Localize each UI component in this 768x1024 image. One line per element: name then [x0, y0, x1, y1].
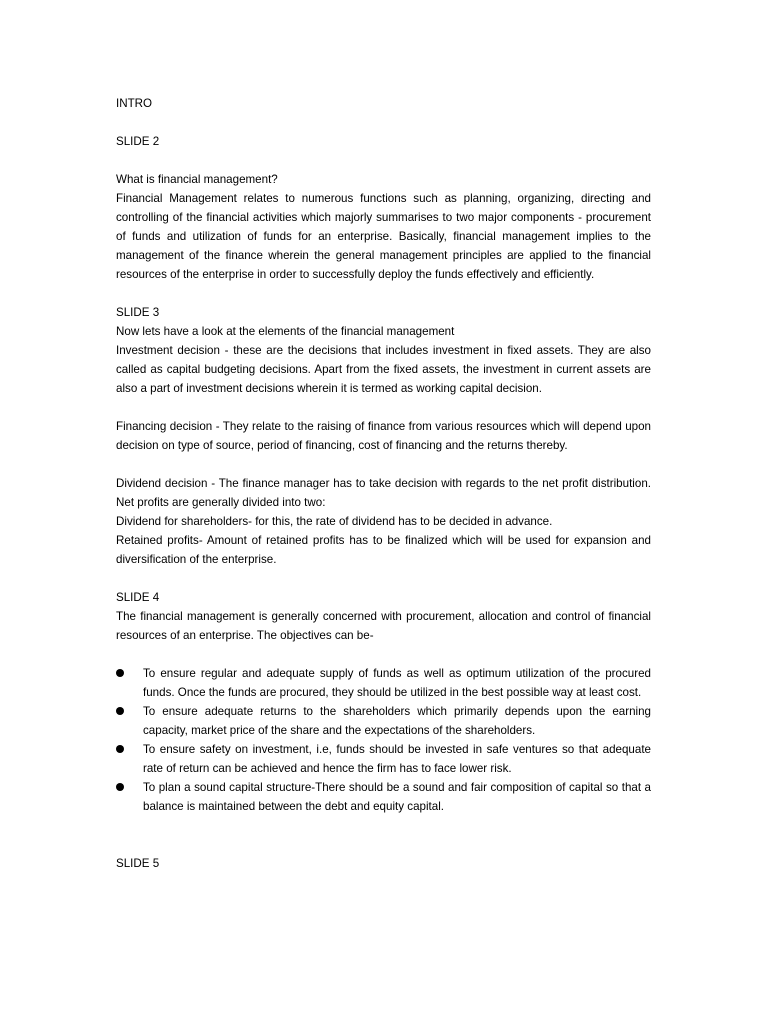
slide2-question: What is financial management? [116, 173, 278, 186]
bullet-icon [116, 745, 124, 753]
intro-heading: INTRO [116, 97, 153, 110]
spacer [116, 645, 651, 664]
objective-item [116, 740, 651, 778]
objective-text: To ensure adequate returns to the shareholders which primarily depends upon the earning capacity, market price of the share and the expectations of the shareholders. [143, 705, 651, 737]
slide3-heading: SLIDE 3 [116, 306, 160, 319]
objective-item [116, 778, 651, 816]
objective-item [116, 702, 651, 740]
objective-text: To ensure safety on investment, i.e, funds should be invested in safe ventures so that adequate rate of return can be achieved and hence the firm has to face lower risk. [143, 743, 651, 775]
objective-text: To plan a sound capital structure-There should be a sound and fair composition of capital so that a balance is maintained between the debt and equity capital. [143, 781, 651, 813]
slide5-heading: SLIDE 5 [116, 857, 160, 870]
spacer [116, 816, 651, 854]
slide4-heading: SLIDE 4 [116, 591, 160, 604]
slide2-heading: SLIDE 2 [116, 135, 160, 148]
investment-decision-paragraph: Investment decision - these are the decisions that includes investment in fixed assets. They are also called as capital budgeting decisions. Apart from the fixed assets, the investment in current assets are also a part of investment decisions wherein it is termed as working capital decision. [116, 344, 651, 395]
bullet-icon [116, 669, 124, 677]
financing-decision-paragraph: Financing decision - They relate to the raising of finance from various resources which will depend upon decision on type of source, period of financing, cost of financing and the returns thereby. [116, 420, 651, 452]
objective-item [116, 664, 651, 702]
spacer [116, 569, 651, 588]
spacer [116, 398, 651, 417]
spacer [116, 151, 651, 170]
slide4-intro: The financial management is generally concerned with procurement, allocation and control of financial resources of an enterprise. The objectives can be- [116, 610, 651, 642]
bullet-icon [116, 707, 124, 715]
spacer [116, 284, 651, 303]
objectives-list [116, 664, 651, 816]
slide2-paragraph: Financial Management relates to numerous functions such as planning, organizing, directing and controlling of the financial activities which majorly summarises to two major components - procurement of funds and utilization of funds for an enterprise. Basically, financial management implies to the management of the finance wherein the general management principles are applied to the financial resources of the enterprise in order to successfully deploy the funds effectively and efficiently. [116, 192, 651, 281]
objective-text: To ensure regular and adequate supply of funds as well as optimum utilization of the procured funds. Once the funds are procured, they should be utilized in the best possible way at least cost. [143, 667, 651, 699]
bullet-icon [116, 783, 124, 791]
spacer [116, 455, 651, 474]
dividend-shareholders-line: Dividend for shareholders- for this, the rate of dividend has to be decided in advance. [116, 515, 553, 528]
document-page [116, 94, 651, 873]
retained-profits-paragraph: Retained profits- Amount of retained profits has to be finalized which will be used for expansion and diversification of the enterprise. [116, 534, 651, 566]
slide3-intro: Now lets have a look at the elements of the financial management [116, 325, 455, 338]
spacer [116, 113, 651, 132]
dividend-decision-paragraph: Dividend decision - The finance manager has to take decision with regards to the net profit distribution. Net profits are generally divided into two: [116, 477, 651, 509]
